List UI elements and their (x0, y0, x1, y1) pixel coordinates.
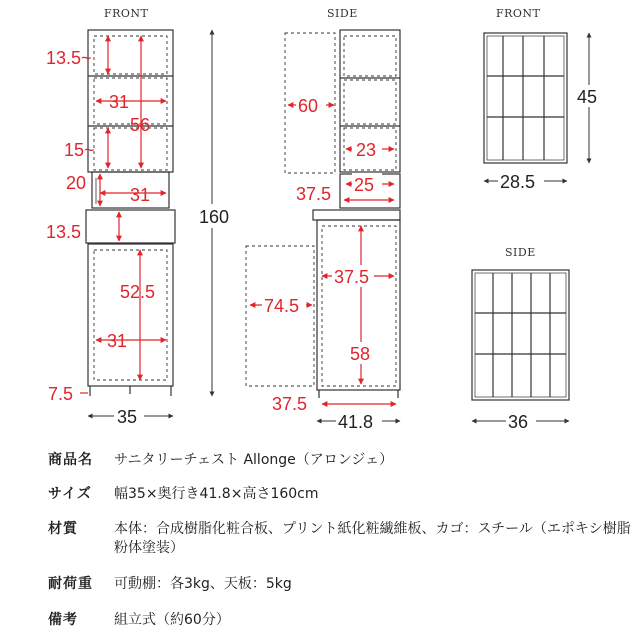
basket-front (484, 33, 567, 163)
side-view-title: SIDE (327, 7, 358, 20)
basket-front-title: FRONT (496, 7, 541, 20)
side-cabinet (246, 30, 400, 398)
dim-side-lower-height: 58 (350, 344, 371, 364)
dim-front-foot-height: 7.5 (48, 384, 74, 404)
spec-value: 本体：合成樹脂化粧合板、プリント紙化粧繊維板、カゴ：スチール（エポキシ樹脂粉体塗装） (114, 521, 631, 556)
dim-basket-width: 28.5 (500, 172, 536, 192)
dim-total-width: 35 (117, 407, 138, 427)
dim-front-drawer-height: 13.5 (46, 222, 82, 242)
spec-value: 幅35×奥行き41.8×高さ160cm (114, 486, 319, 502)
dim-side-lower-inner-depth: 37.5 (334, 267, 370, 287)
spec-value: 組立式（約60分） (114, 612, 230, 628)
dim-side-shelf-depth-2: 25 (354, 175, 375, 195)
basket-side-title: SIDE (505, 246, 536, 259)
dim-total-depth: 41.8 (338, 412, 374, 432)
dim-front-inner-width-2: 31 (130, 185, 151, 205)
spec-key: 耐荷重 (48, 576, 93, 592)
dim-front-lower-height: 52.5 (120, 282, 156, 302)
dim-front-upper-height: 56 (130, 115, 151, 135)
dim-side-upper-depth: 60 (298, 96, 319, 116)
dim-side-shelf-depth-1: 23 (356, 140, 377, 160)
dim-basket-height: 45 (577, 87, 598, 107)
dim-front-inner-width-1: 31 (109, 92, 130, 112)
spec-key: 材質 (48, 521, 78, 537)
front-view-title: FRONT (104, 7, 149, 20)
spec-key: 商品名 (48, 452, 93, 468)
dim-basket-depth: 36 (508, 412, 529, 432)
dim-side-bottom-depth: 37.5 (272, 394, 308, 414)
dim-side-top-shelf-left: 37.5 (296, 184, 332, 204)
spec-value: サニタリーチェスト Allonge（アロンジェ） (114, 452, 394, 468)
dim-front-shelf-gap-mid: 15~ (64, 140, 95, 160)
spec-value: 可動棚：各3kg、天板：5kg (114, 576, 292, 592)
dim-total-height: 160 (199, 207, 230, 227)
front-cabinet (86, 30, 175, 396)
dim-front-shelf-gap-top: 13.5~ (46, 48, 92, 68)
dim-front-inner-width-3: 31 (107, 331, 128, 351)
dim-front-open-height: 20 (66, 173, 87, 193)
spec-key: サイズ (48, 486, 92, 502)
dim-side-door-height: 74.5 (264, 296, 300, 316)
basket-side (472, 270, 569, 400)
spec-key: 備考 (48, 612, 78, 628)
